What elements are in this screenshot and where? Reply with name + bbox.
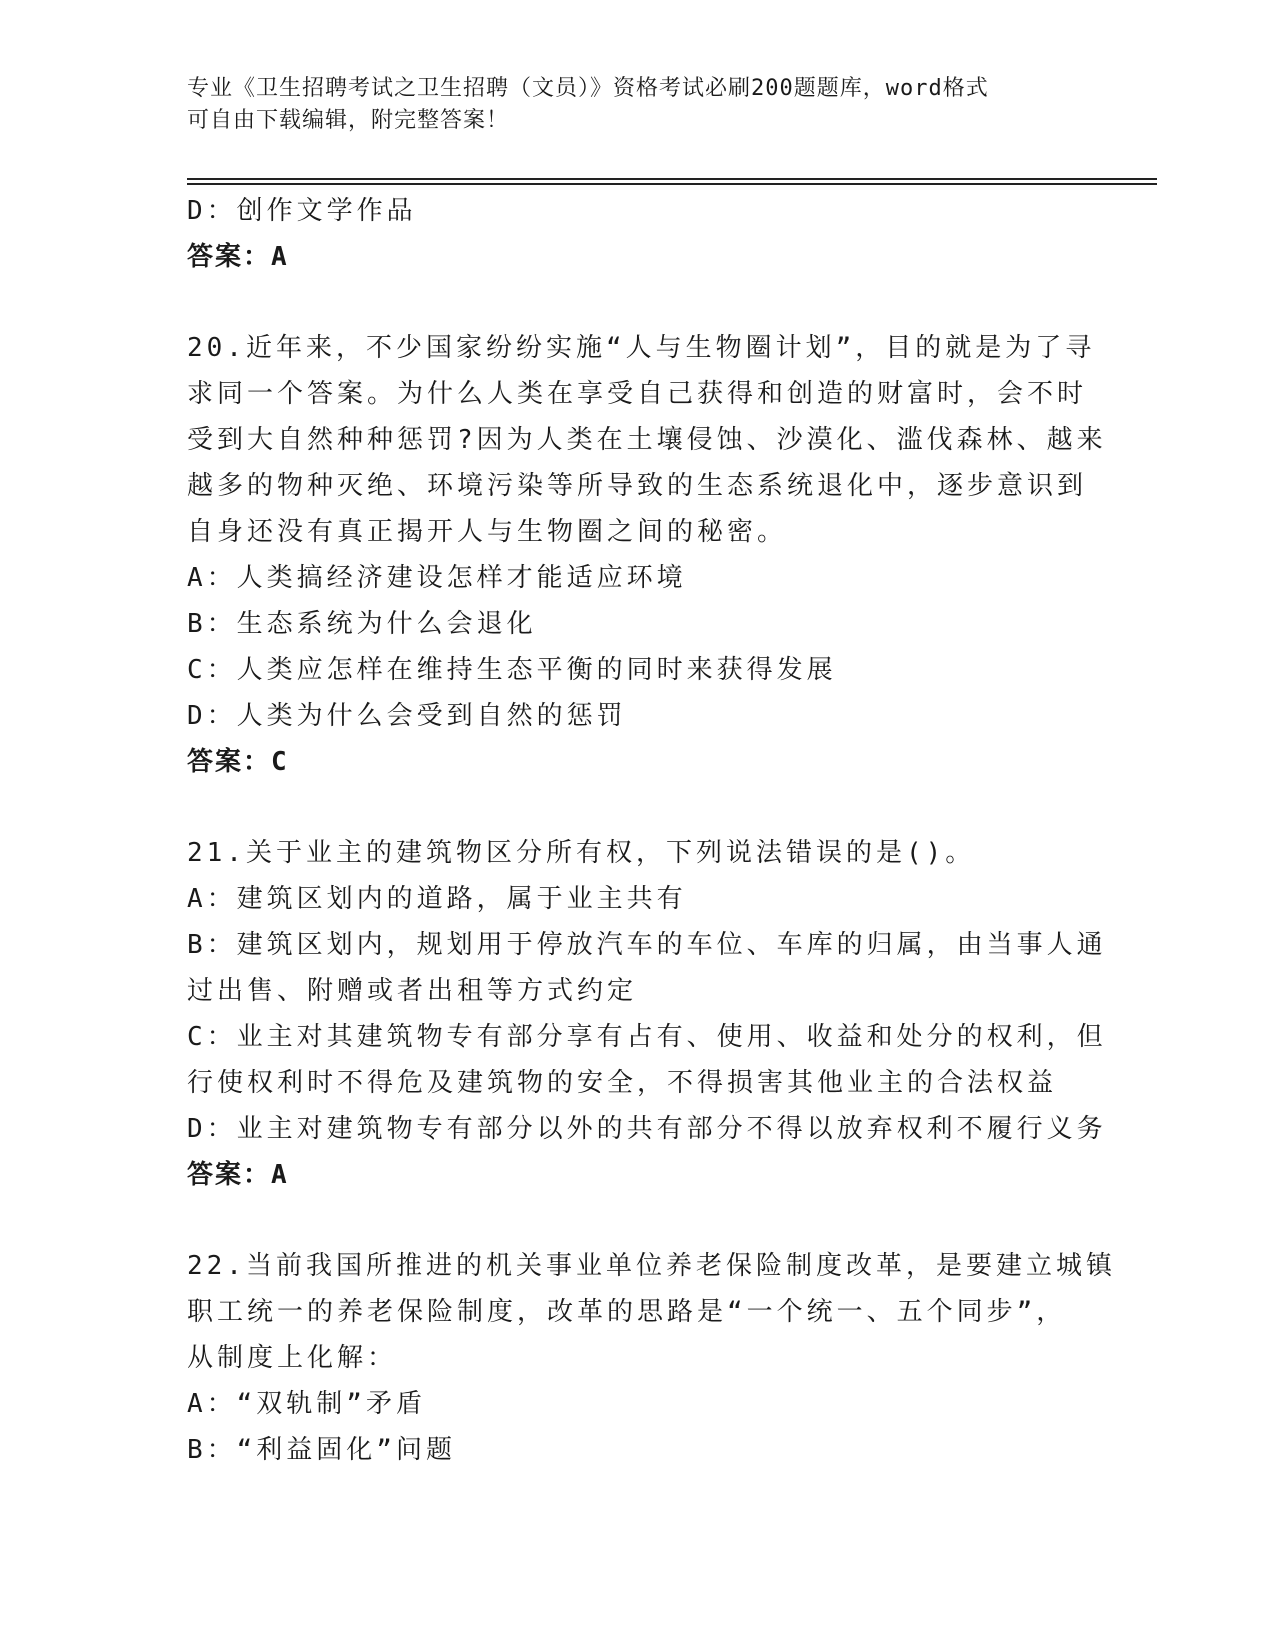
question-stem-line: 职工统一的养老保险制度，改革的思路是“一个统一、五个同步”，	[187, 1297, 1067, 1327]
header-line-1: 专业《卫生招聘考试之卫生招聘（文员）》资格考试必刷200题题库，word格式	[187, 76, 989, 101]
question-stem-line: 自身还没有真正揭开人与生物圈之间的秘密。	[187, 517, 788, 547]
answer: 答案：C	[187, 747, 289, 777]
question-stem-line: 求同一个答案。为什么人类在享受自己获得和创造的财富时，会不时	[187, 379, 1088, 409]
document-header	[187, 73, 1087, 137]
option-a: A：“双轨制”矛盾	[187, 1389, 426, 1419]
option-d: D：人类为什么会受到自然的惩罚	[187, 701, 627, 731]
document-body	[187, 188, 1116, 1473]
option-b: B：生态系统为什么会退化	[187, 609, 537, 639]
header-divider-bottom	[187, 183, 1157, 185]
spacer	[187, 785, 1087, 830]
option-d: D：创作文学作品	[187, 196, 417, 226]
question-21	[187, 830, 1107, 1198]
question-22	[187, 1243, 1116, 1473]
question-stem-line: 越多的物种灭绝、环境污染等所导致的生态系统退化中，逐步意识到	[187, 471, 1088, 501]
option-a: A：建筑区划内的道路，属于业主共有	[187, 884, 687, 914]
question-stem-line: 从制度上化解：	[187, 1343, 398, 1373]
answer: 答案：A	[187, 1160, 289, 1190]
spacer	[187, 280, 1087, 325]
option-c: C：业主对其建筑物专有部分享有占有、使用、收益和处分的权利，但	[187, 1022, 1107, 1052]
answer: 答案：A	[187, 242, 289, 272]
option-d: D：业主对建筑物专有部分以外的共有部分不得以放弃权利不履行义务	[187, 1114, 1107, 1144]
option-b: B：“利益固化”问题	[187, 1435, 456, 1465]
option-b-continued: 过出售、附赠或者出租等方式约定	[187, 976, 638, 1006]
header-divider-top	[187, 178, 1157, 180]
question-stem-line: 21.关于业主的建筑物区分所有权，下列说法错误的是()。	[187, 838, 976, 868]
option-a: A：人类搞经济建设怎样才能适应环境	[187, 563, 687, 593]
option-c-continued: 行使权利时不得危及建筑物的安全，不得损害其他业主的合法权益	[187, 1068, 1058, 1098]
question-stem-line: 20.近年来，不少国家纷纷实施“人与生物圈计划”，目的就是为了寻	[187, 333, 1096, 363]
question-stem-line: 受到大自然种种惩罚?因为人类在土壤侵蚀、沙漠化、滥伐森林、越来	[187, 425, 1107, 455]
spacer	[187, 1198, 1087, 1243]
header-line-2: 可自由下载编辑，附完整答案！	[187, 108, 510, 133]
question-20	[187, 325, 1107, 785]
question-stem-line: 22.当前我国所推进的机关事业单位养老保险制度改革，是要建立城镇	[187, 1251, 1116, 1281]
option-b: B：建筑区划内，规划用于停放汽车的车位、车库的归属，由当事人通	[187, 930, 1107, 960]
option-c: C：人类应怎样在维持生态平衡的同时来获得发展	[187, 655, 837, 685]
